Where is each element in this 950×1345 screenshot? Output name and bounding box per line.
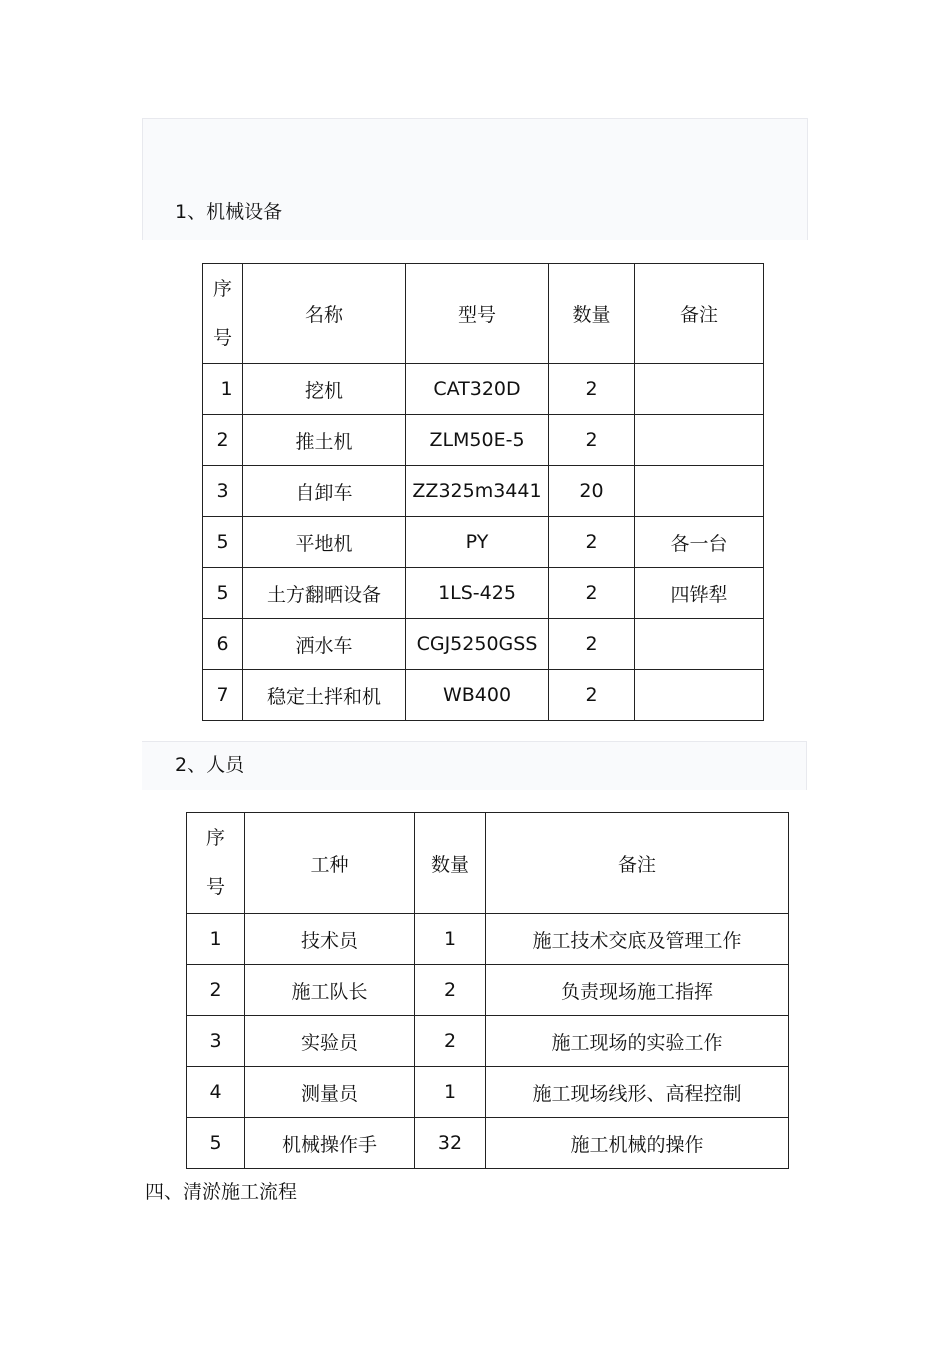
cell-note xyxy=(635,670,764,721)
cell-note xyxy=(635,415,764,466)
cell-qty: 2 xyxy=(415,1016,486,1067)
cell-qty: 2 xyxy=(415,965,486,1016)
cell-seq: 5 xyxy=(187,1118,245,1169)
table-row xyxy=(187,1016,789,1067)
cell-qty: 32 xyxy=(415,1118,486,1169)
cell-model: CAT320D xyxy=(406,364,549,415)
section2-heading: 2、人员 xyxy=(175,754,245,776)
table-row xyxy=(203,670,764,721)
cell-note: 施工现场线形、高程控制 xyxy=(486,1067,789,1118)
cell-seq: 3 xyxy=(203,466,243,517)
personnel-table-header xyxy=(187,813,789,914)
header-seq: 序 号 xyxy=(203,264,243,364)
cell-note: 施工现场的实验工作 xyxy=(486,1016,789,1067)
cell-seq: 5 xyxy=(203,517,243,568)
header-qty: 数量 xyxy=(415,813,486,914)
cell-seq: 5 xyxy=(203,568,243,619)
table-row xyxy=(203,466,764,517)
cell-name: 洒水车 xyxy=(243,619,406,670)
cell-seq: 1 xyxy=(187,914,245,965)
section4-heading: 四、清淤施工流程 xyxy=(145,1181,298,1203)
header-qty: 数量 xyxy=(549,264,635,364)
cell-trade: 技术员 xyxy=(245,914,415,965)
header-model: 型号 xyxy=(406,264,549,364)
cell-note: 各一台 xyxy=(635,517,764,568)
cell-seq: 2 xyxy=(187,965,245,1016)
header-note: 备注 xyxy=(486,813,789,914)
header-trade: 工种 xyxy=(245,813,415,914)
cell-model: CGJ5250GSS xyxy=(406,619,549,670)
cell-name: 平地机 xyxy=(243,517,406,568)
table-row xyxy=(203,517,764,568)
cell-note: 施工机械的操作 xyxy=(486,1118,789,1169)
cell-qty: 2 xyxy=(549,619,635,670)
cell-qty: 2 xyxy=(549,670,635,721)
cell-seq: 1 xyxy=(203,364,243,415)
cell-name: 土方翻晒设备 xyxy=(243,568,406,619)
cell-note xyxy=(635,466,764,517)
table-row xyxy=(187,914,789,965)
cell-seq: 3 xyxy=(187,1016,245,1067)
table-row xyxy=(187,1067,789,1118)
header-seq: 序 号 xyxy=(187,813,245,914)
personnel-table xyxy=(186,812,789,1169)
cell-name: 稳定土拌和机 xyxy=(243,670,406,721)
cell-model: ZZ325m3441 xyxy=(406,466,549,517)
cell-qty: 2 xyxy=(549,517,635,568)
cell-seq: 2 xyxy=(203,415,243,466)
equipment-table-header xyxy=(203,264,764,364)
cell-name: 挖机 xyxy=(243,364,406,415)
cell-qty: 20 xyxy=(549,466,635,517)
table-row xyxy=(203,568,764,619)
cell-model: ZLM50E-5 xyxy=(406,415,549,466)
cell-note: 负责现场施工指挥 xyxy=(486,965,789,1016)
cell-seq: 4 xyxy=(187,1067,245,1118)
cell-qty: 2 xyxy=(549,364,635,415)
cell-trade: 施工队长 xyxy=(245,965,415,1016)
cell-trade: 机械操作手 xyxy=(245,1118,415,1169)
table-row xyxy=(187,1118,789,1169)
cell-trade: 测量员 xyxy=(245,1067,415,1118)
cell-qty: 1 xyxy=(415,914,486,965)
cell-seq: 6 xyxy=(203,619,243,670)
cell-note: 四铧犁 xyxy=(635,568,764,619)
table-row xyxy=(187,965,789,1016)
cell-note: 施工技术交底及管理工作 xyxy=(486,914,789,965)
cell-model: WB400 xyxy=(406,670,549,721)
section1-heading: 1、机械设备 xyxy=(175,201,283,223)
equipment-table xyxy=(202,263,764,721)
cell-qty: 1 xyxy=(415,1067,486,1118)
cell-qty: 2 xyxy=(549,415,635,466)
cell-model: PY xyxy=(406,517,549,568)
cell-name: 自卸车 xyxy=(243,466,406,517)
table-row xyxy=(203,415,764,466)
table-row xyxy=(203,619,764,670)
header-note: 备注 xyxy=(635,264,764,364)
cell-trade: 实验员 xyxy=(245,1016,415,1067)
cell-qty: 2 xyxy=(549,568,635,619)
cell-note xyxy=(635,364,764,415)
table-row xyxy=(203,364,764,415)
cell-seq: 7 xyxy=(203,670,243,721)
cell-name: 推土机 xyxy=(243,415,406,466)
cell-note xyxy=(635,619,764,670)
header-name: 名称 xyxy=(243,264,406,364)
cell-model: 1LS-425 xyxy=(406,568,549,619)
